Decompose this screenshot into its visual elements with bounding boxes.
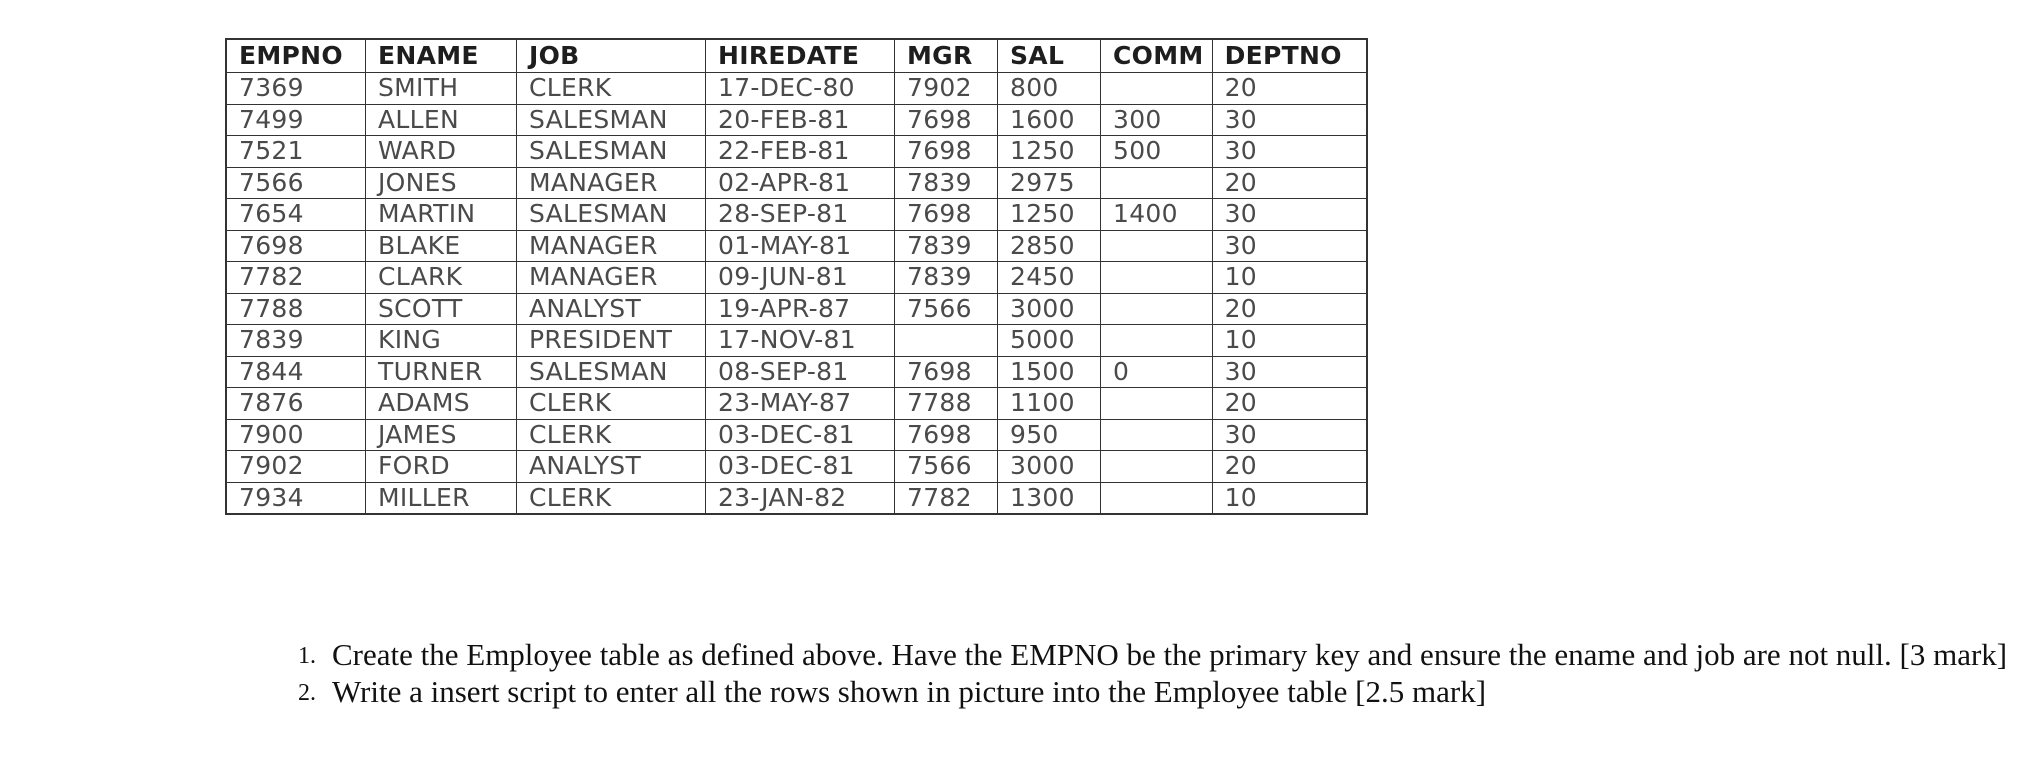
cell-hiredate: 20-FEB-81 (706, 104, 895, 136)
table-row (226, 199, 1367, 231)
cell-empno: 7499 (226, 104, 366, 136)
cell-comm (1101, 482, 1213, 514)
table-row (226, 262, 1367, 294)
cell-deptno: 20 (1212, 388, 1367, 420)
cell-empno: 7782 (226, 262, 366, 294)
cell-hiredate: 23-MAY-87 (706, 388, 895, 420)
cell-deptno: 30 (1212, 136, 1367, 168)
cell-sal: 950 (998, 419, 1101, 451)
cell-ename: ADAMS (366, 388, 517, 420)
cell-hiredate: 02-APR-81 (706, 167, 895, 199)
table-row (226, 136, 1367, 168)
cell-hiredate: 01-MAY-81 (706, 230, 895, 262)
cell-hiredate: 03-DEC-81 (706, 451, 895, 483)
cell-job: MANAGER (517, 230, 706, 262)
cell-mgr (895, 325, 998, 357)
table-row (226, 293, 1367, 325)
cell-comm: 1400 (1101, 199, 1213, 231)
cell-job: ANALYST (517, 451, 706, 483)
question-list (298, 636, 2008, 710)
table-row (226, 419, 1367, 451)
cell-sal: 3000 (998, 451, 1101, 483)
cell-mgr: 7566 (895, 451, 998, 483)
cell-hiredate: 28-SEP-81 (706, 199, 895, 231)
cell-mgr: 7902 (895, 73, 998, 105)
header-ename: ENAME (366, 39, 517, 73)
cell-hiredate: 09-JUN-81 (706, 262, 895, 294)
cell-job: CLERK (517, 73, 706, 105)
cell-ename: JONES (366, 167, 517, 199)
cell-sal: 1250 (998, 136, 1101, 168)
cell-hiredate: 19-APR-87 (706, 293, 895, 325)
question-item (298, 636, 2008, 673)
cell-mgr: 7698 (895, 199, 998, 231)
table-row (226, 325, 1367, 357)
cell-job: CLERK (517, 388, 706, 420)
cell-ename: JAMES (366, 419, 517, 451)
cell-ename: CLARK (366, 262, 517, 294)
cell-sal: 1300 (998, 482, 1101, 514)
cell-sal: 1600 (998, 104, 1101, 136)
cell-empno: 7654 (226, 199, 366, 231)
question-text: Create the Employee table as defined above. Have the EMPNO be the primary key and ensure the ename and job are not null. [3 mark] (332, 637, 2008, 672)
cell-deptno: 20 (1212, 451, 1367, 483)
cell-job: MANAGER (517, 262, 706, 294)
cell-comm (1101, 388, 1213, 420)
cell-sal: 3000 (998, 293, 1101, 325)
header-row (226, 39, 1367, 73)
cell-deptno: 30 (1212, 104, 1367, 136)
cell-job: SALESMAN (517, 104, 706, 136)
cell-sal: 1100 (998, 388, 1101, 420)
question-item (298, 673, 2007, 710)
cell-mgr: 7698 (895, 104, 998, 136)
cell-comm (1101, 451, 1213, 483)
cell-comm: 0 (1101, 356, 1213, 388)
cell-comm (1101, 230, 1213, 262)
cell-hiredate: 17-NOV-81 (706, 325, 895, 357)
cell-ename: FORD (366, 451, 517, 483)
cell-mgr: 7698 (895, 419, 998, 451)
table-row (226, 167, 1367, 199)
cell-hiredate: 08-SEP-81 (706, 356, 895, 388)
cell-job: SALESMAN (517, 136, 706, 168)
cell-mgr: 7839 (895, 262, 998, 294)
header-job: JOB (517, 39, 706, 73)
cell-deptno: 10 (1212, 325, 1367, 357)
cell-sal: 2975 (998, 167, 1101, 199)
cell-comm (1101, 293, 1213, 325)
cell-job: MANAGER (517, 167, 706, 199)
header-mgr: MGR (895, 39, 998, 73)
header-deptno: DEPTNO (1212, 39, 1367, 73)
cell-sal: 800 (998, 73, 1101, 105)
cell-ename: BLAKE (366, 230, 517, 262)
question-number: 2. (298, 680, 316, 706)
table-row (226, 482, 1367, 514)
cell-mgr: 7698 (895, 356, 998, 388)
cell-empno: 7902 (226, 451, 366, 483)
cell-ename: TURNER (366, 356, 517, 388)
cell-comm: 500 (1101, 136, 1213, 168)
employee-table (225, 38, 1368, 515)
cell-deptno: 10 (1212, 482, 1367, 514)
cell-deptno: 30 (1212, 419, 1367, 451)
cell-comm (1101, 73, 1213, 105)
cell-comm (1101, 262, 1213, 294)
employee-table-body (226, 73, 1367, 515)
cell-mgr: 7839 (895, 230, 998, 262)
cell-sal: 2850 (998, 230, 1101, 262)
cell-empno: 7369 (226, 73, 366, 105)
cell-deptno: 30 (1212, 230, 1367, 262)
table-row (226, 451, 1367, 483)
header-sal: SAL (998, 39, 1101, 73)
cell-deptno: 30 (1212, 356, 1367, 388)
cell-sal: 1500 (998, 356, 1101, 388)
cell-mgr: 7839 (895, 167, 998, 199)
cell-job: PRESIDENT (517, 325, 706, 357)
cell-empno: 7698 (226, 230, 366, 262)
header-hiredate: HIREDATE (706, 39, 895, 73)
table-row (226, 388, 1367, 420)
table-row (226, 230, 1367, 262)
cell-hiredate: 23-JAN-82 (706, 482, 895, 514)
cell-ename: SMITH (366, 73, 517, 105)
cell-mgr: 7566 (895, 293, 998, 325)
cell-hiredate: 17-DEC-80 (706, 73, 895, 105)
cell-comm (1101, 167, 1213, 199)
cell-ename: WARD (366, 136, 517, 168)
employee-table-head (226, 39, 1367, 73)
cell-job: CLERK (517, 482, 706, 514)
cell-empno: 7566 (226, 167, 366, 199)
cell-comm (1101, 419, 1213, 451)
cell-mgr: 7698 (895, 136, 998, 168)
cell-job: SALESMAN (517, 356, 706, 388)
cell-empno: 7876 (226, 388, 366, 420)
table-row (226, 104, 1367, 136)
cell-job: CLERK (517, 419, 706, 451)
cell-job: ANALYST (517, 293, 706, 325)
cell-comm: 300 (1101, 104, 1213, 136)
cell-deptno: 20 (1212, 167, 1367, 199)
cell-comm (1101, 325, 1213, 357)
cell-deptno: 20 (1212, 73, 1367, 105)
table-row (226, 73, 1367, 105)
cell-ename: ALLEN (366, 104, 517, 136)
question-text: Write a insert script to enter all the rows shown in picture into the Employee table [2.5 mark] (332, 674, 1487, 709)
question-number: 1. (298, 643, 316, 669)
cell-mgr: 7782 (895, 482, 998, 514)
cell-ename: KING (366, 325, 517, 357)
cell-sal: 2450 (998, 262, 1101, 294)
cell-empno: 7521 (226, 136, 366, 168)
cell-deptno: 10 (1212, 262, 1367, 294)
cell-sal: 1250 (998, 199, 1101, 231)
cell-deptno: 30 (1212, 199, 1367, 231)
table-row (226, 356, 1367, 388)
cell-empno: 7839 (226, 325, 366, 357)
header-comm: COMM (1101, 39, 1213, 73)
cell-empno: 7934 (226, 482, 366, 514)
cell-ename: SCOTT (366, 293, 517, 325)
cell-empno: 7844 (226, 356, 366, 388)
cell-empno: 7900 (226, 419, 366, 451)
cell-ename: MARTIN (366, 199, 517, 231)
header-empno: EMPNO (226, 39, 366, 73)
cell-ename: MILLER (366, 482, 517, 514)
cell-job: SALESMAN (517, 199, 706, 231)
cell-empno: 7788 (226, 293, 366, 325)
cell-deptno: 20 (1212, 293, 1367, 325)
cell-hiredate: 03-DEC-81 (706, 419, 895, 451)
cell-sal: 5000 (998, 325, 1101, 357)
cell-mgr: 7788 (895, 388, 998, 420)
cell-hiredate: 22-FEB-81 (706, 136, 895, 168)
